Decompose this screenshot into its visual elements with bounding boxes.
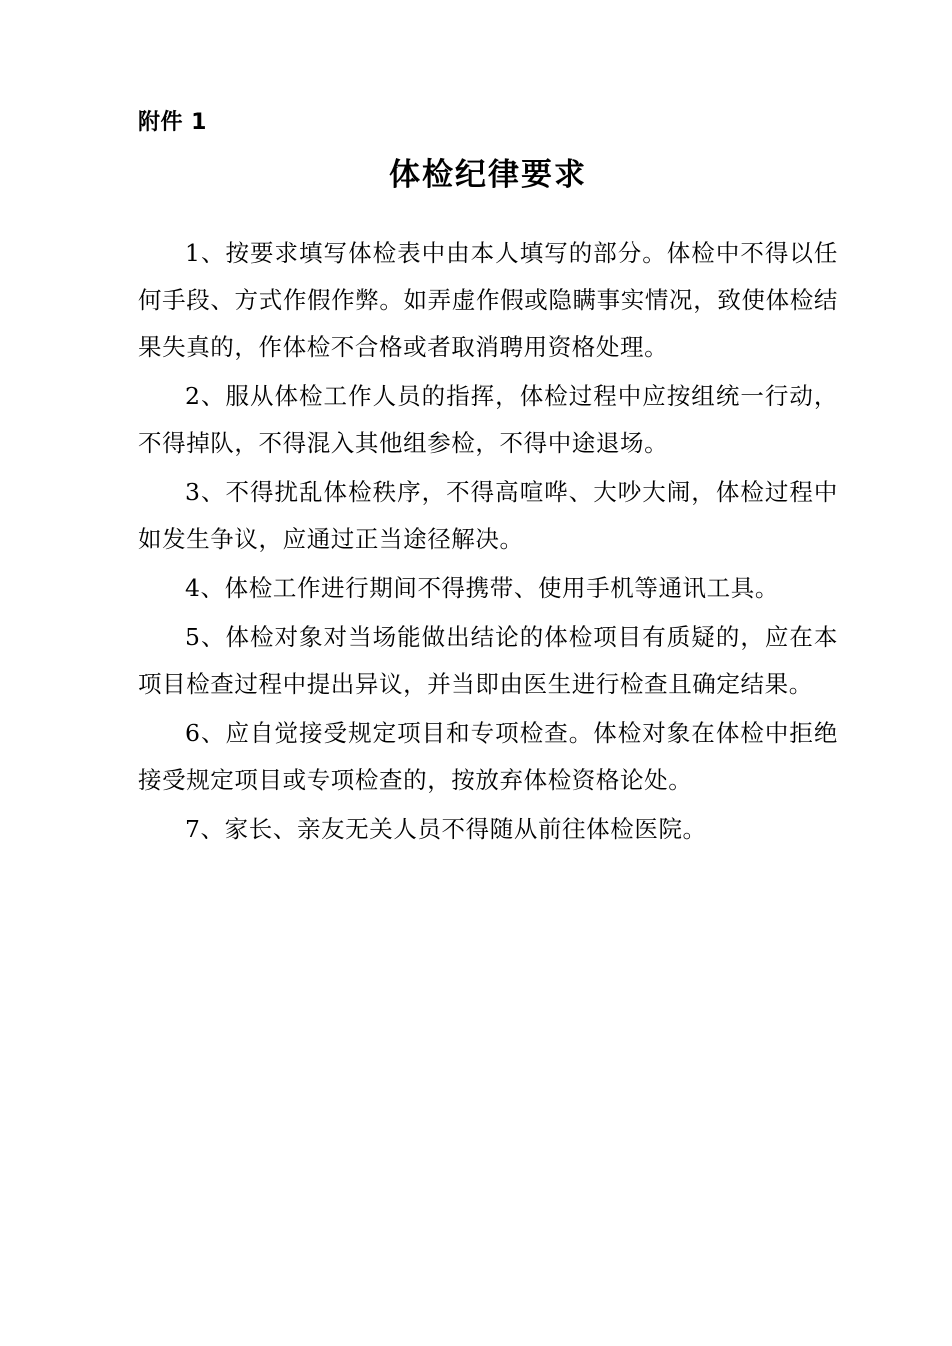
rule-paragraph-5: 5、体检对象对当场能做出结论的体检项目有质疑的，应在本项目检查过程中提出异议，并当即由医生进行检查且确定结果。 bbox=[138, 622, 838, 698]
rule-paragraph-7: 7、家长、亲友无关人员不得随从前往体检医院。 bbox=[185, 814, 707, 843]
attachment-label: 附件 1 bbox=[138, 110, 207, 135]
page-title: 体检纪律要求 bbox=[389, 156, 587, 193]
rule-paragraph-1: 1、按要求填写体检表中由本人填写的部分。体检中不得以任何手段、方式作假作弊。如弄虚作假或隐瞒事实情况，致使体检结果失真的，作体检不合格或者取消聘用资格处理。 bbox=[138, 238, 838, 361]
rule-paragraph-3: 3、不得扰乱体检秩序，不得高喧哗、大吵大闹，体检过程中如发生争议，应通过正当途径解决。 bbox=[138, 477, 838, 553]
document-body bbox=[138, 108, 838, 855]
rule-paragraph-2: 2、服从体检工作人员的指挥，体检过程中应按组统一行动，不得掉队，不得混入其他组参检，不得中途退场。 bbox=[138, 381, 838, 457]
rule-paragraph-6: 6、应自觉接受规定项目和专项检查。体检对象在体检中拒绝接受规定项目或专项检查的，按放弃体检资格论处。 bbox=[138, 718, 838, 794]
rule-paragraph-4: 4、体检工作进行期间不得携带、使用手机等通讯工具。 bbox=[185, 573, 779, 602]
